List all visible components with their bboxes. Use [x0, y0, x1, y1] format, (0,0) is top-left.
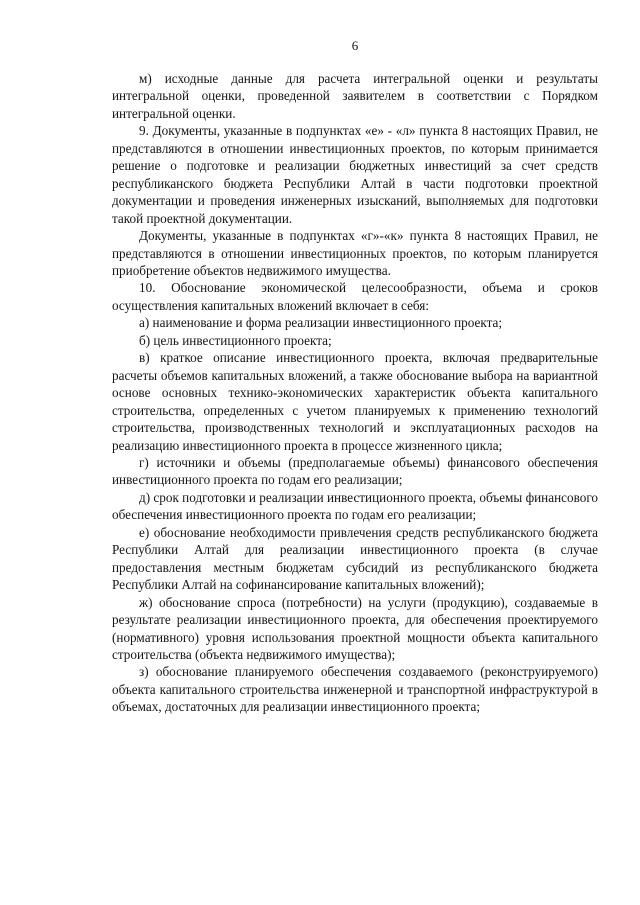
paragraph-documents-exception: Документы, указанные в подпунктах «г»-«к» пункта 8 настоящих Правил, не представляются в отношении инвестиционных проектов, по которым планируется приобретение объектов недвижимого имущества.	[112, 228, 598, 278]
paragraph-clause-9: 9. Документы, указанные в подпунктах «е» - «л» пункта 8 настоящих Правил, не представляются в отношении инвестиционных проектов, по которым принимается решение о подготовке и реализации бюджетных инвестиций за счет средств республиканского бюджета Республики Алтай в части подготовки проектной документации и проведения инженерных изысканий, выполняемых для подготовки такой проектной документации.	[112, 123, 598, 226]
paragraph-item-e: е) обоснование необходимости привлечения средств республиканского бюджета Республики Алтай для реализации инвестиционного проекта (в случае предоставления местным бюджетам субсидий из республиканского бюджета Республики Алтай на софинансирование капитальных вложений);	[112, 524, 598, 593]
paragraph-item-b: б) цель инвестиционного проекта;	[139, 332, 332, 348]
page-number: 6	[351, 38, 359, 53]
paragraph-item-v: в) краткое описание инвестиционного проекта, включая предварительные расчеты объемов капитальных вложений, а также обоснование выбора на вариантной основе основных технико-экономических характеристик объекта капитального строительства, определенных с учетом планируемых к применению технологий строительства, производственных технологий и эксплуатационных расходов на реализацию инвестиционного проекта в процессе жизненного цикла;	[112, 350, 598, 453]
paragraph-item-m: м) исходные данные для расчета интегральной оценки и результаты интегральной оценки, проведенной заявителем в соответствии с Порядком интегральной оценки.	[112, 71, 598, 121]
paragraph-item-d: д) срок подготовки и реализации инвестиционного проекта, объемы финансового обеспечения инвестиционного проекта по годам его реализации;	[112, 489, 598, 523]
paragraph-item-a: а) наименование и форма реализации инвестиционного проекта;	[139, 315, 503, 331]
paragraph-clause-10: 10. Обоснование экономической целесообразности, объема и сроков осуществления капитальных вложений включает в себя:	[112, 280, 598, 313]
paragraph-item-z: з) обоснование планируемого обеспечения создаваемого (реконструируемого) объекта капитального строительства инженерной и транспортной инфраструктурой в объемах, достаточных для реализации инвестиционного проекта;	[112, 664, 598, 715]
paragraph-item-zh: ж) обоснование спроса (потребности) на услуги (продукцию), создаваемые в результате реализации инвестиционного проекта, для обеспечения проектируемого (нормативного) уровня использования проектной мощности объекта капитального строительства (объекта недвижимого имущества);	[112, 594, 598, 662]
paragraph-item-g: г) источники и объемы (предполагаемые объемы) финансового обеспечения инвестиционного проекта по годам его реализации;	[112, 454, 598, 488]
